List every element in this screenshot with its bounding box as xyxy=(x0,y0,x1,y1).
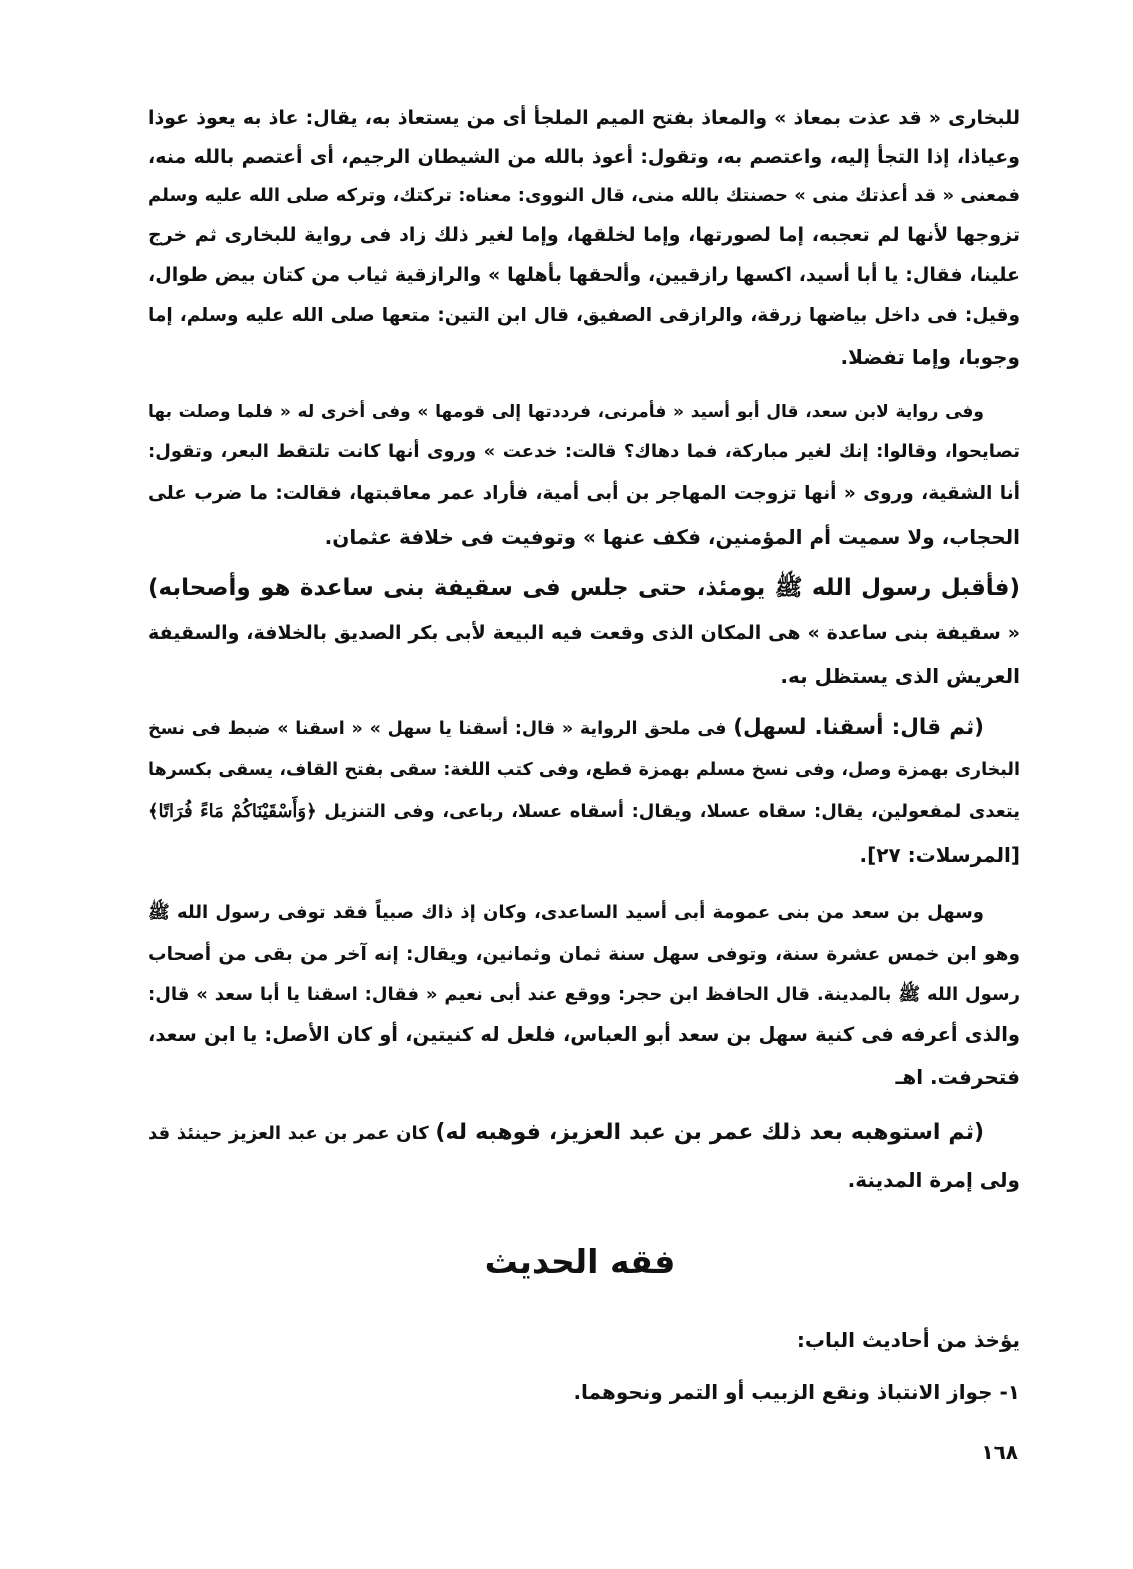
hadith-quote: (ثم قال: أسقنا. لسهل) xyxy=(733,715,984,740)
text-segment: ١- جواز الانتباذ ونقع الزبيب أو التمر ونحوهما. xyxy=(573,1380,1020,1404)
text-segment: للبخارى « قد عذت بمعاذ » والمعاذ بفتح الميم الملجأ أى من يستعاذ به، يقال: عاذ به يعوذ عوذا xyxy=(148,107,1020,129)
paragraph-text-line xyxy=(148,98,1020,138)
hadith-quote: (ثم استوهبه بعد ذلك عمر بن عبد العزيز، فوهبه له) xyxy=(435,1120,985,1145)
paragraph-text-line xyxy=(148,613,1020,653)
text-segment: يؤخذ من أحاديث الباب: xyxy=(796,1328,1020,1352)
paragraph-text-line xyxy=(148,975,1020,1015)
paragraph-text-line xyxy=(148,1015,1020,1055)
paragraph-text-line xyxy=(148,474,1020,514)
paragraph-text-line xyxy=(148,1057,1020,1097)
text-segment: وهو ابن خمس عشرة سنة، وتوفى سهل سنة ثمان وثمانين، ويقال: إنه آخر من بقى من أصحاب xyxy=(148,944,1020,965)
text-segment: أنا الشقية، وروى « أنها تزوجت المهاجر بن أبى أمية، فأراد عمر معاقبتها، فقالت: ما ضرب على xyxy=(148,483,1020,504)
paragraph-text-line xyxy=(148,792,1020,832)
text-segment: كان عمر بن عبد العزيز حينئذ قد xyxy=(148,1123,436,1144)
text-segment: فتحرفت. اهـ xyxy=(895,1065,1020,1089)
text-segment: يتعدى لمفعولين، يقال: سقاه عسلا، ويقال: أسقاه عسلا، رباعى، وفى التنزيل xyxy=(316,801,1020,822)
paragraph-text-line xyxy=(148,1113,984,1153)
paragraph-text-line xyxy=(148,255,1020,295)
text-segment: وقيل: فى داخل بياضها زرقة، والرازقى الصفيق، قال ابن التين: متعها صلى الله عليه وسلم، إما xyxy=(148,305,1020,326)
paragraph-text-line xyxy=(148,296,1020,336)
paragraph-text-line xyxy=(148,517,1020,557)
text-segment: [المرسلات: ٢٧]. xyxy=(859,843,1020,867)
hadith-heading-line xyxy=(148,568,1020,608)
list-item-line xyxy=(148,1372,1020,1412)
text-segment: وجوبا، وإما تفضلا. xyxy=(840,345,1020,369)
paragraph-text-line xyxy=(148,337,1020,377)
text-segment: ولى إمرة المدينة. xyxy=(847,1168,1020,1192)
text-segment: العريش الذى يستظل به. xyxy=(780,664,1020,688)
paragraph-text-line xyxy=(148,215,1020,255)
paragraph-text-line xyxy=(148,708,984,748)
text-segment: علينا، فقال: يا أبا أسيد، اكسها رازقيين، وألحقها بأهلها » والرازقية ثياب من كتان بيض طوال، xyxy=(148,264,1020,286)
text-segment: البخارى بهمزة وصل، وفى نسخ مسلم بهمزة قطع، وفى كتب اللغة: سقى بفتح القاف، يسقى بكسرها xyxy=(148,760,1020,780)
text-segment: فقه الحديث xyxy=(484,1242,676,1281)
paragraph-text-line xyxy=(148,392,984,432)
text-segment: فى ملحق الرواية « قال: أسقنا يا سهل » « اسقنا » ضبط فى نسخ xyxy=(148,719,734,739)
text-segment: « سقيفة بنى ساعدة » هى المكان الذى وقعت فيه البيعة لأبى بكر الصديق بالخلافة، والسقيفة xyxy=(148,622,1020,644)
text-segment: تزوجها لأنها لم تعجبه، إما لصورتها، وإما لخلقها، وإما لغير ذلك زاد فى رواية للبخارى ثم خرج xyxy=(148,224,1020,246)
text-segment: وفى رواية لابن سعد، قال أبو أسيد « فأمرنى، فرددتها إلى قومها » وفى أخرى له « فلما وصلت بها xyxy=(148,402,984,422)
paragraph-text-line xyxy=(148,893,984,933)
paragraph-text-line xyxy=(148,835,1020,875)
subheading-line xyxy=(148,1320,1020,1360)
paragraph-text-line xyxy=(148,1160,1020,1200)
text-segment: وسهل بن سعد من بنى عمومة أبى أسيد الساعدى، وكان إذ ذاك صبياً فقد توفى رسول الله ﷺ xyxy=(148,902,984,923)
paragraph-text-line xyxy=(148,432,1020,472)
page-number: ١٦٨ xyxy=(981,1440,1018,1464)
text-segment: وعياذا، إذا التجأ إليه، واعتصم به، وتقول: أعوذ بالله من الشيطان الرجيم، أى أعتصم بالله منه، xyxy=(148,146,1020,168)
quran-verse: ﴿وَأَسْقَيْنَاكُمْ مَاءً فُرَاتًا﴾ xyxy=(148,801,317,822)
paragraph-text-line xyxy=(148,656,1020,696)
paragraph-text-line xyxy=(148,137,1020,177)
paragraph-text-line xyxy=(148,176,1020,216)
section-title-line xyxy=(380,1237,780,1287)
paragraph-text-line xyxy=(148,935,1020,975)
hadith-quote: (فأقبل رسول الله ﷺ يومئذ، حتى جلس فى سقيفة بنى ساعدة هو وأصحابه) xyxy=(148,575,1020,601)
text-segment: رسول الله ﷺ بالمدينة. قال الحافظ ابن حجر: ووقع عند أبى نعيم « فقال: اسقنا يا أبا سعد » قال: xyxy=(148,984,1020,1005)
text-segment: الحجاب، ولا سميت أم المؤمنين، فكف عنها » وتوفيت فى خلافة عثمان. xyxy=(324,525,1020,549)
paragraph-text-line xyxy=(148,750,1020,790)
text-segment: تصايحوا، وقالوا: إنك لغير مباركة، فما دهاك؟ قالت: خدعت » وروى أنها كانت تلتقط البعر، وتقول: xyxy=(148,441,1020,462)
text-segment: فمعنى « قد أعذتك منى » حصنتك بالله منى، قال النووى: معناه: تركتك، وتركه صلى الله عليه وسلم xyxy=(148,185,1020,206)
text-segment: والذى أعرفه فى كنية سهل بن سعد أبو العباس، فلعل له كنيتين، أو كان الأصل: يا ابن سعد، xyxy=(148,1023,1020,1046)
